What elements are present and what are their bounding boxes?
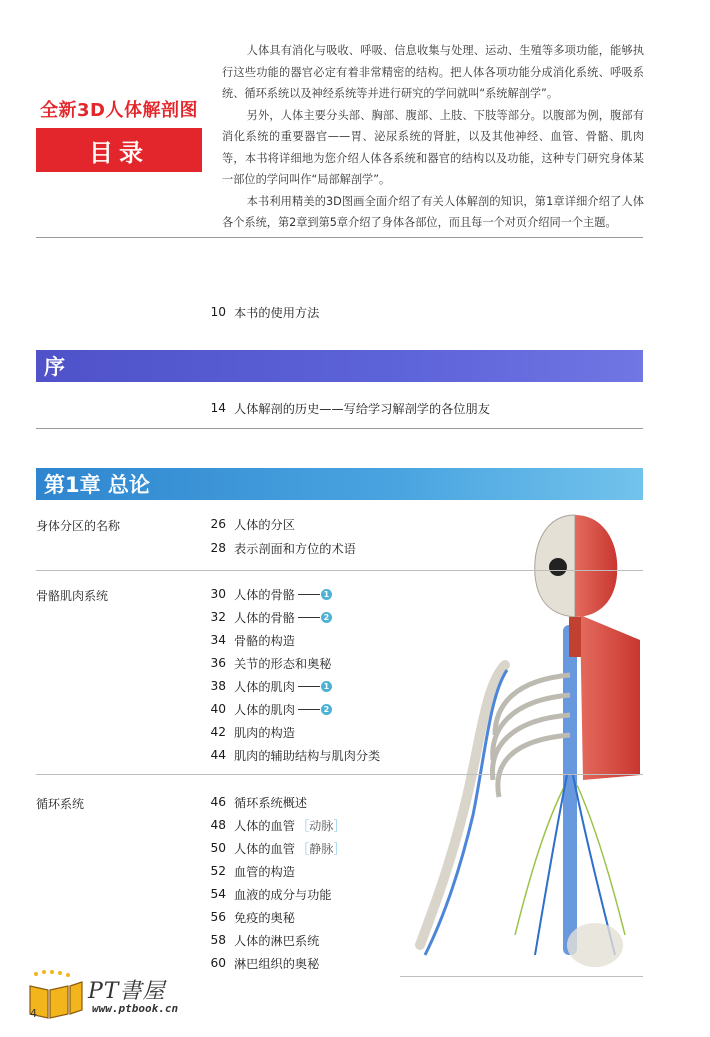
toc-entry[interactable] [202,885,332,903]
toc-entry[interactable] [202,677,332,695]
entry-tag-text: 动脉 [309,818,334,833]
toc-page-number: 26 [210,517,226,531]
toc-entry[interactable] [202,746,380,764]
chapter-1-banner-label: 第1章 总论 [44,473,150,497]
toc-entry[interactable] [202,515,295,533]
leader-line [298,617,320,618]
toc-entry-title: 人体的血管 [234,818,295,833]
toc-page-number: 52 [210,864,226,878]
toc-page-number: 40 [210,702,226,716]
toc-page-number: 36 [210,656,226,670]
toc-page-number: 50 [210,841,226,855]
toc-entry-title: 骨骼的构造 [234,633,295,648]
toc-entry-title: 人体的肌肉 [234,702,295,717]
intro-text [222,40,644,234]
toc-entry-title: 血管的构造 [234,864,295,879]
preface-banner [36,350,643,382]
toc-page-number: 60 [210,956,226,970]
chapter-1-banner [36,468,643,500]
toc-label: 目录 [36,128,202,172]
toc-entry[interactable] [202,908,295,926]
toc-entry-title: 人体的肌肉 [234,679,295,694]
toc-page-number: 54 [210,887,226,901]
entry-tag: ［静脉］ [296,841,346,856]
toc-entry[interactable] [202,862,295,880]
toc-page-number: 56 [210,910,226,924]
toc-entry-title: 肌肉的辅助结构与肌肉分类 [234,748,381,763]
logo-wordmark: PT書屋 [88,979,166,1004]
book-title: 全新3D人体解剖图 [40,100,198,121]
entry-tag-text: 静脉 [309,841,334,856]
toc-entry[interactable] [202,585,332,603]
toc-page-number: 10 [210,305,226,319]
toc-page-number: 46 [210,795,226,809]
section-label: 身体分区的名称 [36,519,121,533]
toc-entry-title: 人体的淋巴系统 [234,933,320,948]
toc-page-number: 30 [210,587,226,601]
part-badge: 2 [321,612,332,623]
divider [36,237,643,238]
section-label: 循环系统 [36,797,85,811]
divider [36,428,643,429]
intro-paragraph: 另外，人体主要分头部、胸部、腹部、上肢、下肢等部分。以腹部为例，腹部有消化系统的重要器官——胃、泌尿系统的肾脏，以及其他神经、血管、骨骼、肌肉等，本书将详细地为您介绍人体各系统和器官的结构以及功能，这种专门研究身体某一部位的学问叫作“局部解剖学”。 [222,108,644,186]
toc-entry[interactable] [202,931,319,949]
divider [36,570,643,571]
toc-page-number: 48 [210,818,226,832]
leader-line [298,594,320,595]
toc-entry[interactable] [202,608,332,626]
leader-line [298,709,320,710]
toc-entry-title: 人体的分区 [234,517,295,532]
toc-entry-title: 人体的骨骼 [234,610,295,625]
toc-page-number: 14 [210,401,226,415]
toc-entry-title: 淋巴组织的奥秘 [234,956,320,971]
toc-entry[interactable] [202,399,490,417]
toc-page-number: 58 [210,933,226,947]
intro-paragraph: 本书利用精美的3D图画全面介绍了有关人体解剖的知识，第1章详细介绍了人体各个系统，第2章到第5章介绍了身体各部位，而且每一个对页介绍同一个主题。 [222,194,644,229]
toc-entry-title: 人体的骨骼 [234,587,295,602]
toc-entry-title: 血液的成分与功能 [234,887,332,902]
toc-entry[interactable] [202,654,332,672]
toc-entry[interactable] [202,539,356,557]
section-label: 骨骼肌肉系统 [36,589,109,603]
divider [36,774,643,775]
part-badge: 1 [321,589,332,600]
toc-entry[interactable] [202,303,319,321]
toc-entry-title: 肌肉的构造 [234,725,295,740]
toc-entry-title: 循环系统概述 [234,795,308,810]
toc-entry[interactable] [202,816,346,834]
part-badge: 2 [321,704,332,715]
toc-entry[interactable] [202,793,307,811]
toc-entry-title: 关节的形态和奥秘 [234,656,332,671]
preface-banner-label: 序 [44,355,65,379]
toc-entry-title: 人体解剖的历史——写给学习解剖学的各位朋友 [234,401,490,416]
part-badge: 1 [321,681,332,692]
page-number: 4 [30,1007,37,1020]
intro-paragraph: 人体具有消化与吸收、呼吸、信息收集与处理、运动、生殖等多项功能，能够执行这些功能的器官必定有着非常精密的结构。把人体各项功能分成消化系统、呼吸系统、循环系统以及神经系统等并进行研究的学问就叫“系统解剖学”。 [222,44,644,100]
toc-entry[interactable] [202,700,332,718]
logo-url: www.ptbook.cn [92,1002,179,1015]
toc-page-number: 28 [210,541,226,555]
anatomy-illustration [395,505,645,975]
toc-page-number: 32 [210,610,226,624]
toc-entry-title: 人体的血管 [234,841,295,856]
toc-page-number: 38 [210,679,226,693]
divider [400,976,643,977]
toc-entry[interactable] [202,631,295,649]
toc-entry-title: 本书的使用方法 [234,305,320,320]
toc-page-number: 34 [210,633,226,647]
toc-entry[interactable] [202,839,346,857]
toc-entry[interactable] [202,723,295,741]
toc-page-number: 42 [210,725,226,739]
leader-line [298,686,320,687]
toc-page-number: 44 [210,748,226,762]
toc-entry-title: 免疫的奥秘 [234,910,295,925]
toc-entry-title: 表示剖面和方位的术语 [234,541,356,556]
entry-tag: ［动脉］ [296,818,346,833]
